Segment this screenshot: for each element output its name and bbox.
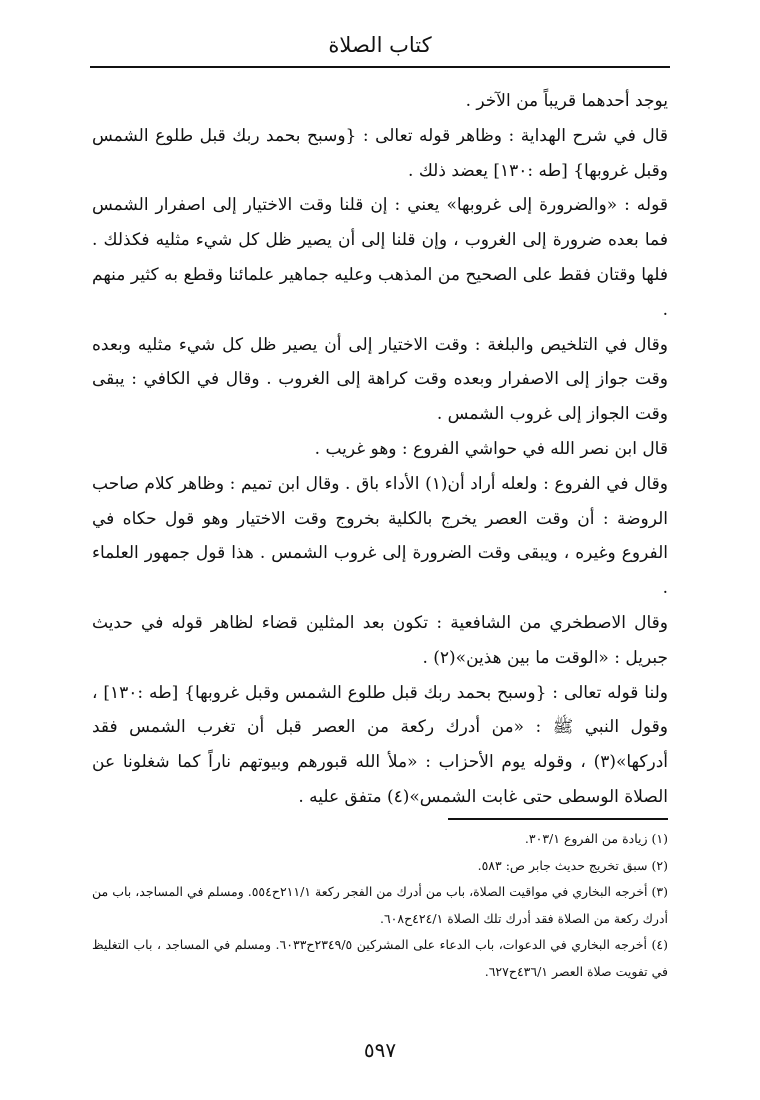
page-number: ٥٩٧ [363, 1038, 397, 1062]
paragraph: وقال في الفروع : ولعله أراد أن(١) الأداء باق . وقال ابن تميم : وظاهر كلام صاحب الروضة : أن وقت العصر يخرج بالكلية بخروج وقت الاختيار وهو قول حكاه في الفروع وغيره ، ويبقى وقت الضرورة إلى غروب الشمس . هذا قول جمهور العلماء . [92, 473, 669, 599]
footnotes [92, 826, 668, 985]
footnote: (٤) أخرجه البخاري في الدعوات، باب الدعاء على المشركين ٢٣٤٩/٥ح٦٠٣٣. ومسلم في المساجد ، باب التغليظ في تفويت صلاة العصر ٤٣٦/١ح٦٢٧. [92, 937, 668, 979]
paragraph: قوله : «والضرورة إلى غروبها» يعني : إن قلنا وقت الاختيار إلى اصفرار الشمس فما بعده ضرورة إلى الغروب ، وإن قلنا إلى أن يصير ظل كل شيء مثليه فكذلك . فلها وقتان فقط على الصحيح من المذهب وعليه جماهير علمائنا وقطع به كثير منهم . [92, 195, 668, 320]
paragraph: وقال الاصطخري من الشافعية : تكون بعد المثلين قضاء لظاهر قوله في حديث جبريل : «الوقت ما بين هذين»(٢) . [92, 612, 668, 668]
paragraph: قال ابن نصر الله في حواشي الفروع : وهو غريب . [314, 438, 668, 459]
footnote: (٣) أخرجه البخاري في مواقيت الصلاة، باب من أدرك من الفجر ركعة ٢١١/١ح٥٥٤. ومسلم في المساجد، باب من أدرك ركعة من الصلاة فقد أدرك تلك الصلاة ٤٢٤/١ح٦٠٨. [92, 884, 669, 926]
paragraph: ولنا قوله تعالى : {وسبح بحمد ربك قبل طلوع الشمس وقبل غروبها} [طه :١٣٠] ، وقول النبي ﷺ : «من أدرك ركعة من العصر قبل أن تغرب الشمس فقد أدركها»(٣) ، وقوله يوم الأحزاب : «ملأ الله قبورهم وبيوتهم ناراً كما شغلونا عن الصلاة الوسطى حتى غابت الشمس»(٤) متفق عليه . [92, 682, 668, 807]
running-head: كتاب الصلاة [328, 33, 432, 57]
footnote: (٢) سبق تخريج حديث جابر ص: ٥٨٣. [477, 857, 668, 873]
main-text [92, 84, 668, 815]
paragraph: قال في شرح الهداية : وظاهر قوله تعالى : {وسبح بحمد ربك قبل طلوع الشمس وقبل غروبها} [طه :١٣٠] يعضد ذلك . [92, 125, 668, 181]
paragraph: يوجد أحدهما قريباً من الآخر . [465, 91, 668, 111]
footnote: (١) زيادة من الفروع ٣٠٣/١. [524, 831, 668, 846]
header-rule [90, 66, 670, 68]
paragraph: وقال في التلخيص والبلغة : وقت الاختيار إلى أن يصير ظل كل شيء مثليه وبعده وقت جواز إلى الاصفرار وبعده وقت كراهة إلى الغروب . وقال في الكافي : يبقى وقت الجواز إلى غروب الشمس . [92, 334, 668, 425]
footnote-separator [448, 818, 668, 820]
